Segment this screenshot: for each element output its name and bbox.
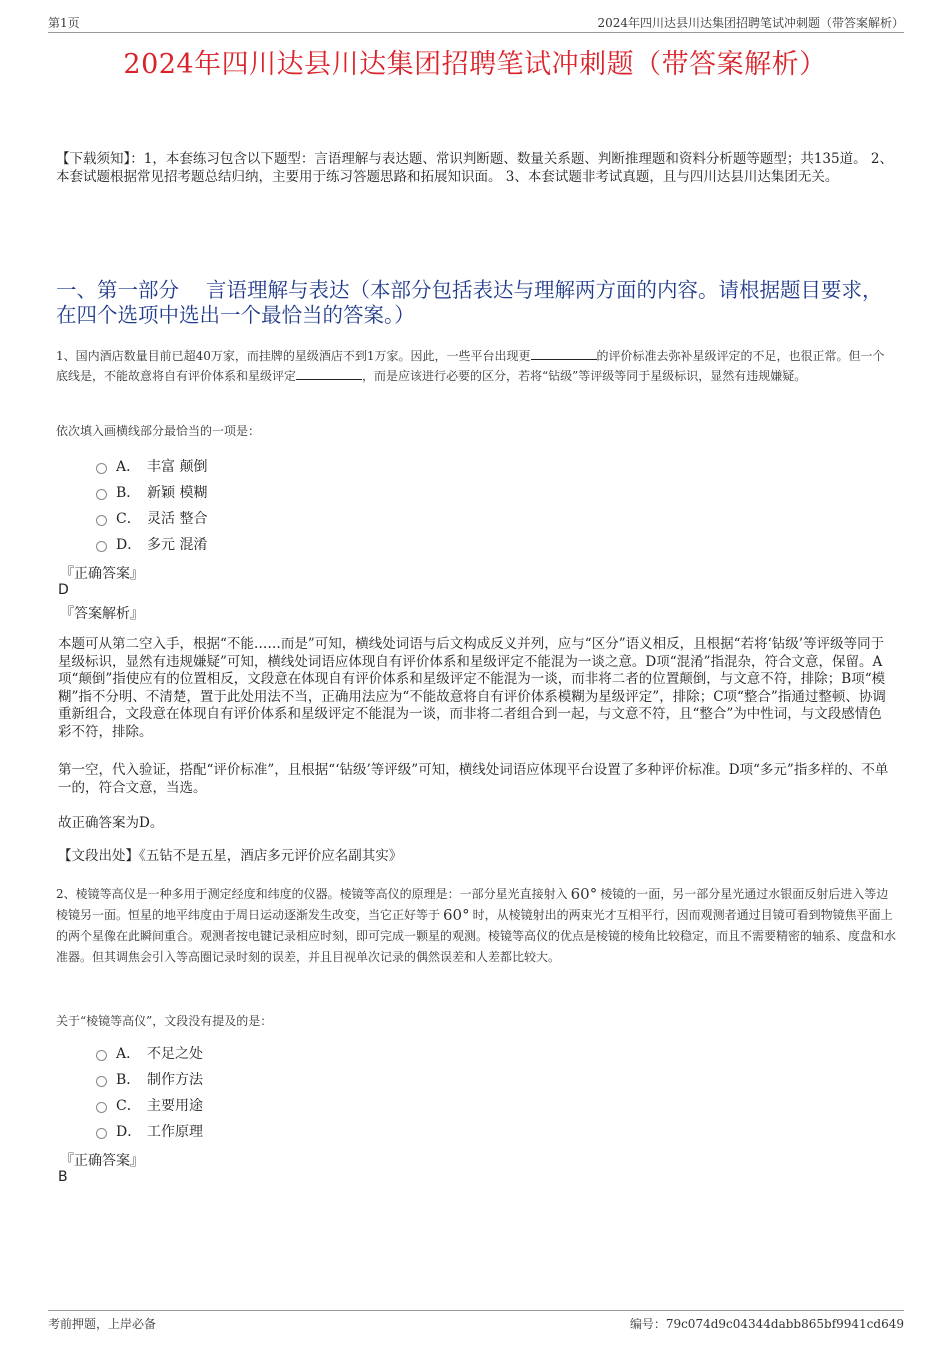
radio-icon[interactable] — [96, 1128, 107, 1139]
footer-doc-id: 编号：79c074d9c04344dabb865bf9941cd649 — [629, 1317, 904, 1331]
header-doc-title: 2024年四川达县川达集团招聘笔试冲刺题（带答案解析） — [597, 16, 904, 30]
radio-icon[interactable] — [96, 541, 107, 552]
q1-analysis-p2: 第一空，代入验证，搭配“评价标准”，且根据“‘钻级’等评级”可知，横线处词语应体现平台设置了多种评价标准。D项“多元”指多样的、不单一的，符合文意，当选。 — [58, 762, 889, 796]
document-title: 2024年四川达县川达集团招聘笔试冲刺题（带答案解析） — [123, 49, 827, 80]
q2-option-d[interactable]: D． 工作原理 — [96, 1120, 203, 1142]
page-footer — [48, 1310, 904, 1333]
question-2-prompt: 关于“棱镜等高仪”，文段没有提及的是： — [56, 1014, 273, 1028]
q2-answer: B — [58, 1169, 68, 1185]
q1-answer-label: 『正确答案』 — [60, 566, 144, 582]
q1-option-b[interactable]: B． 新颖 模糊 — [96, 481, 207, 503]
radio-icon[interactable] — [96, 515, 107, 526]
section-heading: 一、第一部分 言语理解与表达（本部分包括表达与理解两方面的内容。请根据题目要求，在四个选项中选出一个最恰当的答案。） — [56, 278, 883, 327]
q1-option-a[interactable]: A． 丰富 颠倒 — [96, 455, 207, 477]
q1-analysis-p3: 故正确答案为D。 — [58, 815, 164, 831]
q2-option-a[interactable]: A． 不足之处 — [96, 1042, 203, 1064]
question-2-text: 2、棱镜等高仪是一种多用于测定经度和纬度的仪器。棱镜等高仪的原理是：一部分星光直接射入 60° 棱镜的一面，另一部分星光通过水银面反射后进入等边棱镜另一面。恒星的地平纬度由于周日运动逐渐发生改变，当它正好等于 60° 时，从棱镜射出的两束光才互相平行，因而观测者通过目镜可看到物镜焦平面上的两个星像在此瞬间重合。观测者按电键记录相应时刻，即可完成一颗星的观测。棱镜等高仪的优点是棱镜的棱角比较稳定，而且不需要精密的轴系、度盘和水准器。但其调焦会引入等高圈记录时刻的误差，并且目视单次记录的偶然误差和人差都比较大。 — [56, 885, 897, 964]
q2-option-c[interactable]: C． 主要用途 — [96, 1094, 203, 1116]
q2-option-b[interactable]: B． 制作方法 — [96, 1068, 203, 1090]
blank-1 — [531, 347, 597, 360]
q1-answer: D — [58, 582, 69, 598]
angle-60: 60° — [443, 906, 470, 924]
radio-icon[interactable] — [96, 1050, 107, 1061]
q1-source: 【文段出处】《五钻不是五星，酒店多元评价应名副其实》 — [58, 848, 403, 864]
angle-60: 60° — [570, 885, 598, 903]
q1-option-d[interactable]: D． 多元 混淆 — [96, 533, 207, 555]
page-header — [48, 12, 904, 33]
footer-slogan: 考前押题，上岸必备 — [48, 1317, 157, 1331]
radio-icon[interactable] — [96, 1102, 107, 1113]
download-notice: 【下载须知】：1，本套练习包含以下题型：言语理解与表达题、常识判断题、数量关系题、判断推理题和资料分析题等题型；共135道。 2、本套试题根据常见招考题总结归纳，主要用于练习答题思路和拓展知识面。 3、本套试题非考试真题，且与四川达县川达集团无关。 — [56, 151, 893, 185]
radio-icon[interactable] — [96, 463, 107, 474]
radio-icon[interactable] — [96, 1076, 107, 1087]
question-1-text: 1、国内酒店数量目前已超40万家，而挂牌的星级酒店不到1万家。因此，一些平台出现更 的评价标准去弥补星级评定的不足，也很正常。但一个底线是，不能故意将自有评价体系和星级评定 ，而是应该进行必要的区分，若将“钻级”等评级等同于星级标识，显然有违规嫌疑。 — [56, 349, 885, 383]
radio-icon[interactable] — [96, 489, 107, 500]
blank-2 — [296, 367, 362, 380]
question-1-prompt: 依次填入画横线部分最恰当的一项是： — [56, 424, 261, 438]
page-number: 第1页 — [48, 16, 80, 30]
q1-analysis-p1: 本题可从第二空入手，根据“不能……而是”可知，横线处词语与后文构成反义并列，应与“区分”语义相反，且根据“若将‘钻级’等评级等同于星级标识，显然有违规嫌疑”可知，横线处词语应体现自有评价体系和星级评定不能混为一谈之意。D项“混淆”指混杂，符合文意，保留。A项“颠倒”指使应有的位置相反，文段意在体现自有评价体系和星级评定不能混为一谈，而非将二者的位置颠倒，与文意不符，排除；B项“模糊”指不分明、不清楚，置于此处用法不当，正确用法应为“不能故意将自有评价体系模糊为星级评定”，排除；C项“整合”指通过整顿、协调重新组合，文段意在体现自有评价体系和星级评定不能混为一谈，而非将二者组合到一起，与文意不符，且“整合”为中性词，与文段感情色彩不符，排除。 — [58, 636, 886, 740]
q2-answer-label: 『正确答案』 — [60, 1153, 144, 1169]
q1-option-c[interactable]: C． 灵活 整合 — [96, 507, 207, 529]
q1-analysis-label: 『答案解析』 — [60, 606, 144, 622]
